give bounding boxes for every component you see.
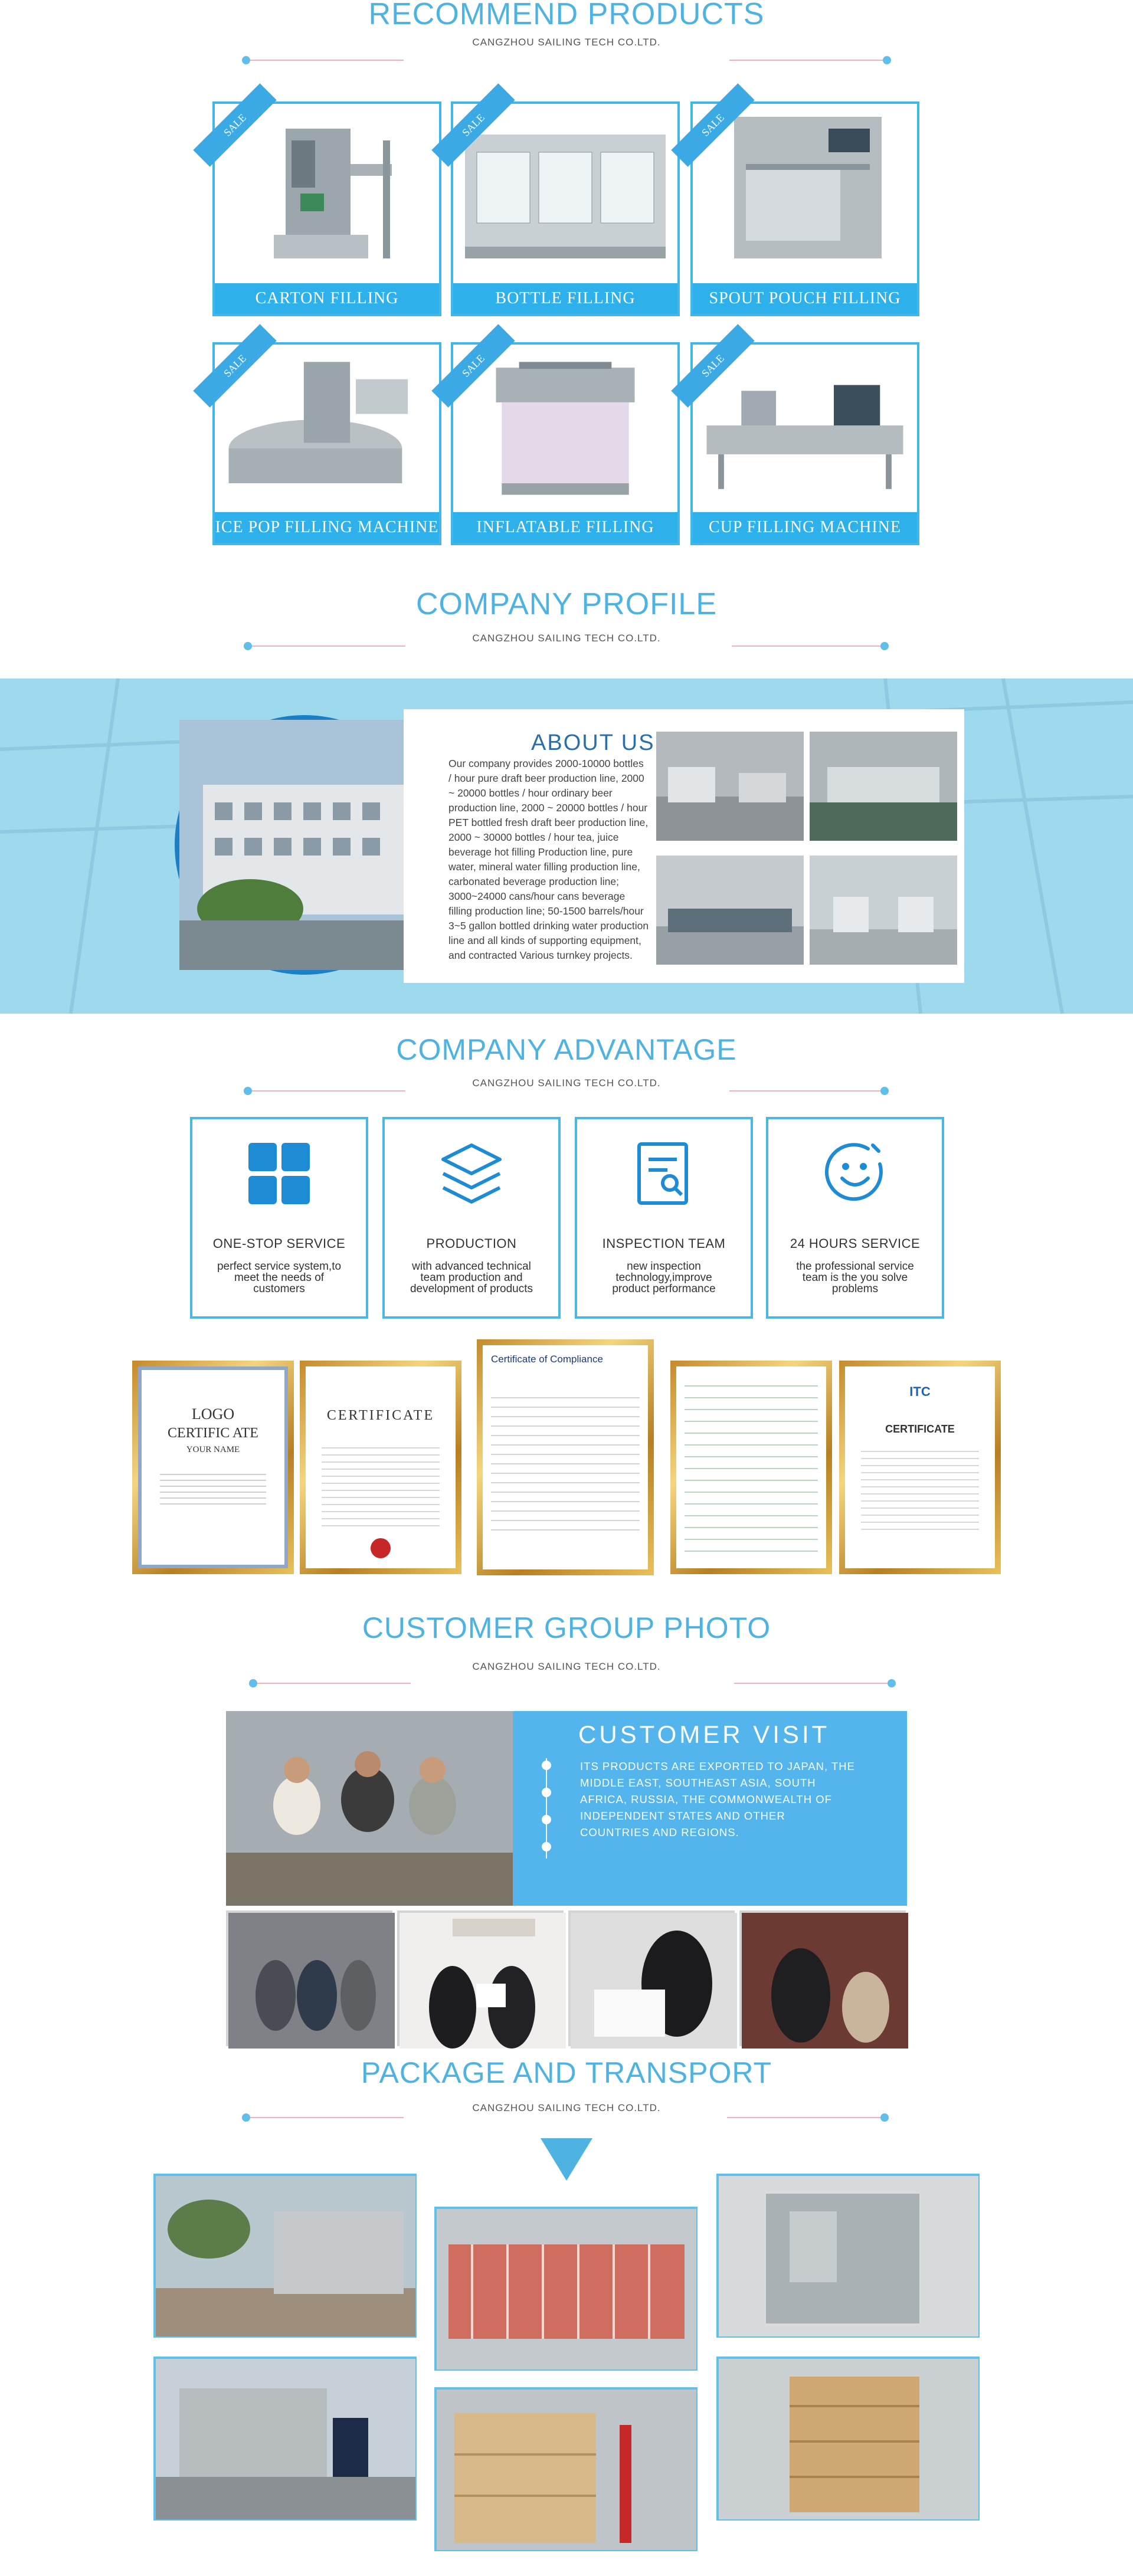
certificate-frame bbox=[839, 1361, 1001, 1574]
timeline-dot bbox=[542, 1788, 551, 1797]
divider-line bbox=[734, 1683, 888, 1684]
certificate bbox=[845, 1366, 995, 1568]
divider-dot bbox=[249, 1679, 257, 1687]
certificate-logo-text: ITC bbox=[909, 1384, 931, 1399]
certificate bbox=[138, 1366, 288, 1568]
transport-photo bbox=[153, 2174, 417, 2338]
customer-photo bbox=[568, 1910, 735, 2046]
transport-title: PACKAGE AND TRANSPORT bbox=[361, 2056, 772, 2089]
divider-line bbox=[257, 1683, 411, 1684]
divider-line bbox=[732, 645, 885, 647]
down-arrow-icon bbox=[541, 2138, 592, 2181]
machine-illustration bbox=[693, 104, 917, 283]
sale-badge: SALE bbox=[671, 324, 754, 407]
machine-illustration bbox=[215, 345, 439, 512]
product-image bbox=[453, 345, 677, 512]
building-illustration bbox=[179, 720, 430, 970]
timeline-dot bbox=[542, 1842, 551, 1851]
certificate-heading: CERTIFICATE bbox=[326, 1408, 435, 1423]
divider-dot bbox=[242, 2113, 250, 2122]
about-text: Our company provides 2000-10000 bottles / hour pure draft beer production line, 2000 ~ 20000 bottles / hour ordinary beer production line, 2000 ~ 20000 bottles / hour PET bottled fresh draft beer production line, 2000 ~ 30000 bottles / hour tea, juice beverage hot filling Production line, pure water, mineral water filling production line, carbonated beverage production line; 3000~24000 cans/hour cans beverage filling production line; 50-1500 barrels/hour 3~5 gallon bottled drinking water production line and all kinds of supporting equipment, and contracted Various turnkey projects. bbox=[448, 758, 649, 961]
advantage-desc: with advanced technical team production and development of products bbox=[410, 1260, 533, 1295]
sale-badge: SALE bbox=[193, 324, 276, 407]
product-label[interactable]: INFLATABLE FILLING MACHINE bbox=[453, 512, 677, 543]
certificate-logo-text: LOGO bbox=[191, 1405, 235, 1423]
certificate bbox=[483, 1345, 648, 1569]
divider-dot bbox=[880, 2113, 889, 2122]
product-label[interactable]: BOTTLE FILLING MACHINE bbox=[453, 283, 677, 314]
product-image bbox=[453, 104, 677, 283]
divider-dot bbox=[880, 1087, 889, 1095]
product-label[interactable]: CUP FILLING MACHINE bbox=[693, 512, 917, 543]
product-image bbox=[693, 345, 917, 512]
certificate-frame bbox=[477, 1339, 654, 1575]
profile-title: COMPANY PROFILE bbox=[415, 587, 718, 621]
divider-dot bbox=[244, 642, 252, 650]
factory-photo bbox=[810, 732, 957, 841]
transport-subtitle: CANGZHOU SAILING TECH CO.LTD. bbox=[472, 2102, 661, 2113]
product-label[interactable]: SPOUT POUCH FILLING MACHINE bbox=[693, 283, 917, 314]
customer-group-photo bbox=[226, 1711, 513, 1906]
sale-badge: SALE bbox=[431, 324, 515, 407]
divider-line bbox=[252, 1090, 405, 1092]
product-label[interactable]: ICE POP FILLING MACHINE bbox=[215, 512, 439, 543]
machine-illustration bbox=[215, 104, 439, 283]
advantage-card-inspection[interactable] bbox=[575, 1117, 753, 1319]
certificate-heading: CERTIFICATE bbox=[885, 1423, 955, 1435]
sale-badge: SALE bbox=[193, 83, 276, 166]
certificate-heading: Certificate of Compliance bbox=[491, 1353, 603, 1365]
about-title: ABOUT US bbox=[531, 730, 655, 755]
divider-dot bbox=[242, 56, 250, 64]
advantage-title: PRODUCTION bbox=[426, 1236, 517, 1251]
profile-subtitle: CANGZHOU SAILING TECH CO.LTD. bbox=[472, 632, 661, 644]
product-image bbox=[215, 345, 439, 512]
sale-badge: SALE bbox=[671, 83, 754, 166]
certificate-frame bbox=[132, 1361, 294, 1574]
product-card-carton[interactable] bbox=[212, 101, 441, 338]
transport-photo bbox=[716, 2174, 980, 2338]
document-search-icon bbox=[577, 1140, 751, 1210]
sale-badge: SALE bbox=[431, 83, 515, 166]
timeline-dot bbox=[542, 1761, 551, 1770]
product-image bbox=[693, 104, 917, 283]
advantage-subtitle: CANGZHOU SAILING TECH CO.LTD. bbox=[472, 1077, 661, 1089]
divider-line bbox=[250, 60, 404, 61]
divider-dot bbox=[888, 1679, 896, 1687]
advantage-card-production[interactable] bbox=[382, 1117, 561, 1319]
advantage-desc: perfect service system,to meet the needs of customers bbox=[217, 1260, 342, 1295]
customer-photo bbox=[226, 1910, 392, 2046]
product-image bbox=[215, 104, 439, 283]
advantage-card-one-stop[interactable] bbox=[190, 1117, 368, 1319]
machine-illustration bbox=[453, 345, 677, 512]
product-label[interactable]: CARTON FILLING MACHINE bbox=[215, 283, 439, 314]
advantage-title: 24 HOURS SERVICE bbox=[790, 1236, 921, 1251]
transport-photo bbox=[716, 2357, 980, 2521]
advantage-title: COMPANY ADVANTAGE bbox=[396, 1033, 737, 1066]
certificate-frame bbox=[670, 1361, 832, 1574]
divider-dot bbox=[883, 56, 891, 64]
product-card-cup[interactable] bbox=[690, 342, 919, 545]
machine-illustration bbox=[693, 345, 917, 512]
divider-dot bbox=[880, 642, 889, 650]
customer-photo bbox=[397, 1910, 564, 2046]
divider-line bbox=[252, 645, 405, 647]
divider-line bbox=[727, 2117, 880, 2118]
customer-visit-title: CUSTOMER VISIT bbox=[578, 1720, 830, 1748]
certificate bbox=[676, 1366, 826, 1568]
product-card-inflatable[interactable] bbox=[451, 342, 680, 567]
certificate-heading: CERTIFIC ATE bbox=[168, 1425, 258, 1441]
advantage-desc: the professional service team is the you solve problems bbox=[796, 1260, 914, 1295]
divider-line bbox=[729, 1090, 883, 1092]
certificate-name: YOUR NAME bbox=[186, 1445, 240, 1454]
customer-photo bbox=[739, 1910, 906, 2046]
layers-icon bbox=[385, 1140, 558, 1210]
smile-icon bbox=[768, 1140, 942, 1210]
customer-subtitle: CANGZHOU SAILING TECH CO.LTD. bbox=[472, 1661, 661, 1672]
factory-photo bbox=[656, 856, 804, 965]
office-building-photo bbox=[175, 715, 434, 975]
product-card-ice-pop[interactable] bbox=[212, 342, 441, 545]
certificate-frame bbox=[300, 1361, 461, 1574]
advantage-card-24h[interactable] bbox=[766, 1117, 944, 1319]
recommend-title: RECOMMEND PRODUCTS bbox=[368, 0, 765, 31]
product-card-spout-pouch[interactable] bbox=[690, 101, 919, 338]
advantage-title: ONE-STOP SERVICE bbox=[212, 1236, 346, 1251]
recommend-subtitle: CANGZHOU SAILING TECH CO.LTD. bbox=[472, 37, 661, 48]
divider-dot bbox=[244, 1087, 252, 1095]
factory-photo bbox=[656, 732, 804, 841]
advantage-title: INSPECTION TEAM bbox=[602, 1236, 726, 1251]
timeline-dot bbox=[542, 1815, 551, 1824]
transport-photo bbox=[153, 2357, 417, 2521]
divider-line bbox=[250, 2117, 404, 2118]
machine-illustration bbox=[453, 104, 677, 283]
transport-photo bbox=[434, 2207, 698, 2371]
grid-icon bbox=[192, 1140, 366, 1210]
certificate bbox=[306, 1366, 456, 1568]
advantage-desc: new inspection technology,improve product performance bbox=[612, 1260, 716, 1295]
transport-photo bbox=[434, 2387, 698, 2551]
customer-visit-text: ITS PRODUCTS ARE EXPORTED TO JAPAN, THE MIDDLE EAST, SOUTHEAST ASIA, SOUTH AFRICA, RUSSIA, THE COMMONWEALTH OF INDEPENDENT STATES AND OTHER COUNTRIES AND REGIONS. bbox=[580, 1760, 855, 1838]
factory-photo bbox=[810, 856, 957, 965]
product-card-bottle[interactable] bbox=[451, 101, 680, 338]
divider-line bbox=[729, 60, 883, 61]
customer-title: CUSTOMER GROUP PHOTO bbox=[362, 1611, 771, 1644]
